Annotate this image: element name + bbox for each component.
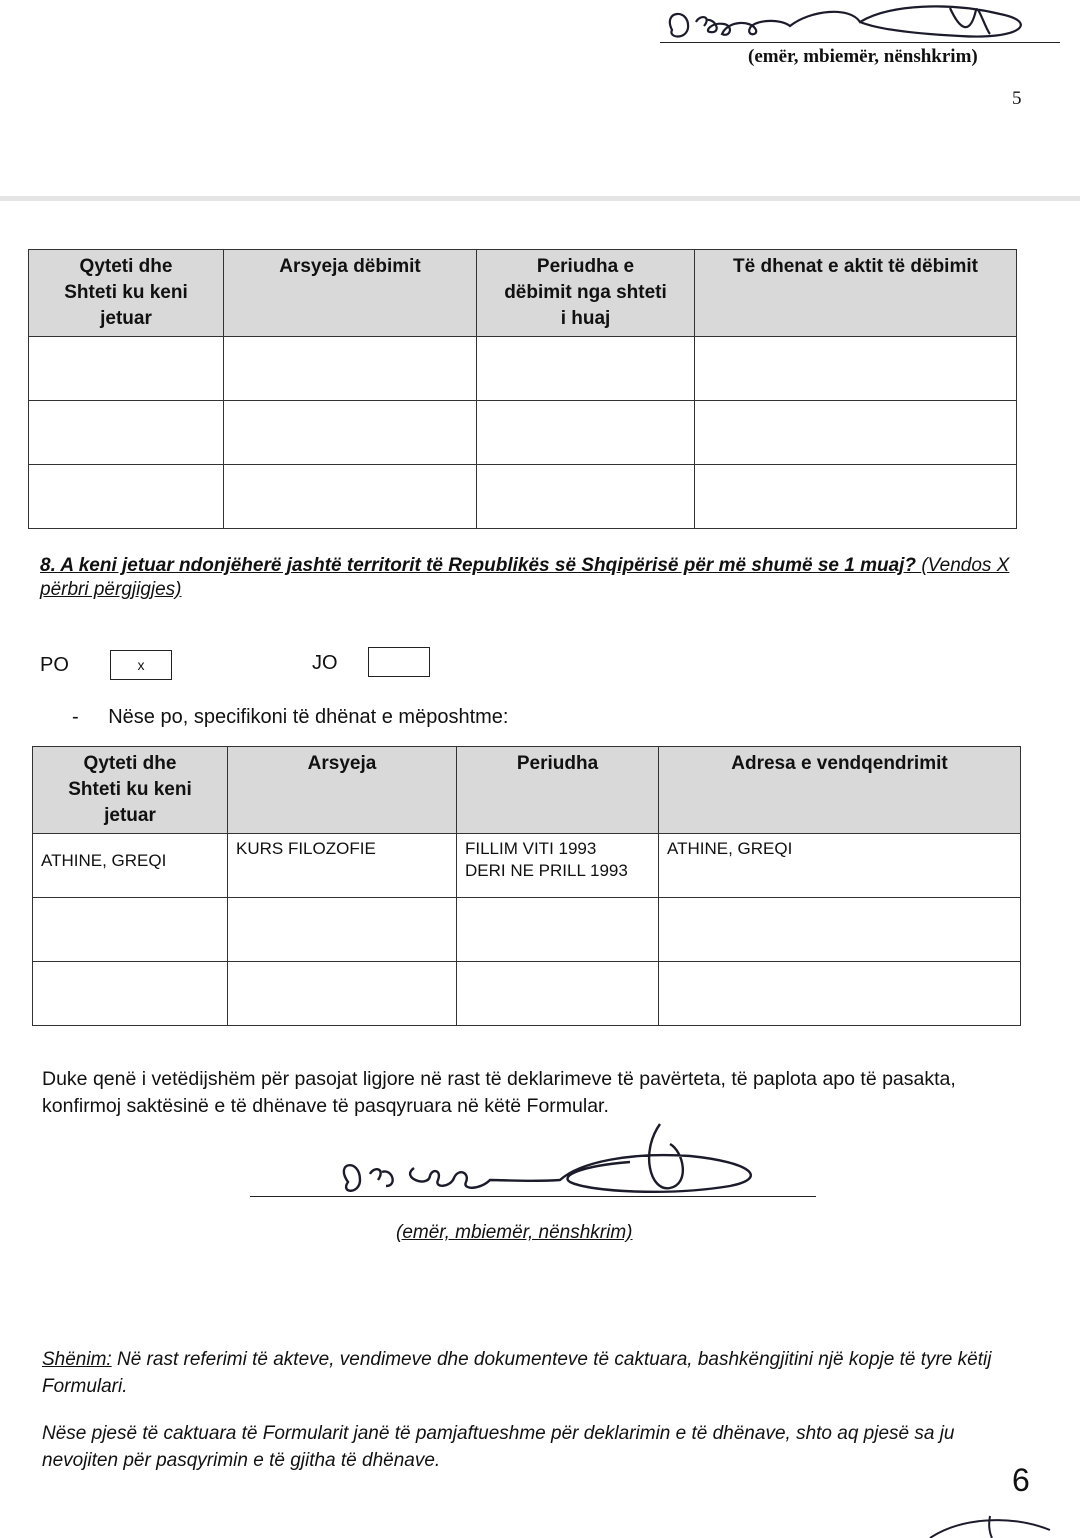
table-cell[interactable] xyxy=(29,401,224,465)
table-cell[interactable]: FILLIM VITI 1993 DERI NE PRILL 1993 xyxy=(457,834,659,898)
table-cell[interactable]: KURS FILOZOFIE xyxy=(228,834,457,898)
expulsion-table-header-row xyxy=(29,250,1017,337)
table-cell[interactable] xyxy=(33,962,228,1026)
bullet-dash: - xyxy=(72,706,79,728)
table-row xyxy=(33,898,1021,962)
answer-no-label: JO xyxy=(312,652,338,674)
table-cell[interactable] xyxy=(33,898,228,962)
table-cell[interactable] xyxy=(695,401,1017,465)
signature-scribble-bottom xyxy=(330,1122,790,1204)
table-cell[interactable] xyxy=(477,465,695,529)
expulsion-col-act-header: Të dhenat e aktit të dëbimit xyxy=(695,250,1017,337)
question-8 xyxy=(40,554,1030,602)
page-separator xyxy=(0,196,1080,201)
note-1-text: Në rast referimi të akteve, vendimeve dhe dokumenteve të caktuara, bashkëngjitini një kopje të tyre këtij Formulari. xyxy=(42,1349,992,1397)
table-row xyxy=(33,834,1021,898)
table-cell[interactable] xyxy=(695,337,1017,401)
answer-no-checkbox[interactable] xyxy=(368,647,430,677)
residence-abroad-table xyxy=(32,746,1021,1026)
table-cell[interactable] xyxy=(228,898,457,962)
signature-fragment-corner xyxy=(920,1510,1060,1538)
table-row xyxy=(33,962,1021,1026)
table-cell[interactable] xyxy=(29,337,224,401)
table-cell[interactable] xyxy=(695,465,1017,529)
table-cell[interactable]: ATHINE, GREQI xyxy=(33,834,228,898)
page-number-6: 6 xyxy=(1012,1462,1030,1498)
table-cell[interactable] xyxy=(659,962,1021,1026)
table-cell[interactable] xyxy=(457,898,659,962)
residence-col-city-header: Qyteti dhe Shteti ku keni jetuar xyxy=(33,747,228,834)
table-cell[interactable] xyxy=(659,898,1021,962)
table-cell[interactable] xyxy=(457,962,659,1026)
residence-col-address-header: Adresa e vendqendrimit xyxy=(659,747,1021,834)
note-1 xyxy=(42,1346,1032,1400)
signature-line-bottom xyxy=(250,1196,816,1197)
signature-caption-top: (emër, mbiemër, nënshkrim) xyxy=(748,46,978,67)
declaration-text: Duke qenë i vetëdijshëm për pasojat ligjore në rast të deklarimeve të pavërteta, të paplota apo të pasakta, konfirmoj saktësinë e të dhënave të pasqyruara në këtë Formular. xyxy=(42,1068,956,1117)
table-cell[interactable] xyxy=(228,962,457,1026)
residence-col-reason-header: Arsyeja xyxy=(228,747,457,834)
note-label: Shënim: xyxy=(42,1349,112,1370)
signature-line-top xyxy=(660,42,1060,43)
table-cell[interactable] xyxy=(477,401,695,465)
table-cell[interactable] xyxy=(477,337,695,401)
signature-scribble-top xyxy=(660,0,1060,48)
table-cell[interactable] xyxy=(29,465,224,529)
page-number-5: 5 xyxy=(1012,88,1022,109)
expulsion-col-reason-header: Arsyeja dëbimit xyxy=(224,250,477,337)
table-cell[interactable] xyxy=(224,337,477,401)
expulsion-col-city-header: Qyteti dhe Shteti ku keni jetuar xyxy=(29,250,224,337)
signature-caption-bottom: (emër, mbiemër, nënshkrim) xyxy=(396,1222,633,1243)
answer-yes-label: PO xyxy=(40,654,69,676)
table-cell[interactable] xyxy=(224,465,477,529)
specify-text: Nëse po, specifikoni të dhënat e mëposhtme: xyxy=(108,706,509,728)
expulsion-table xyxy=(28,249,1017,529)
expulsion-col-period-header: Periudha e dëbimit nga shteti i huaj xyxy=(477,250,695,337)
answer-yes-checkbox[interactable]: x xyxy=(110,650,172,680)
table-row xyxy=(29,401,1017,465)
residence-table-header-row xyxy=(33,747,1021,834)
table-row xyxy=(29,337,1017,401)
specify-instruction xyxy=(72,706,508,729)
table-cell[interactable]: ATHINE, GREQI xyxy=(659,834,1021,898)
residence-col-period-header: Periudha xyxy=(457,747,659,834)
table-cell[interactable] xyxy=(224,401,477,465)
table-row xyxy=(29,465,1017,529)
note-2: Nëse pjesë të caktuara të Formularit janë të pamjaftueshme për deklarimin e të dhënave, shto aq pjesë sa ju nevojiten për pasqyrimin e të gjitha të dhënave. xyxy=(42,1423,955,1471)
question-8-instruction: (Vendos X përbri përgjigjes) xyxy=(40,555,1010,600)
question-8-title: 8. A keni jetuar ndonjëherë jashtë territorit të Republikës së Shqipërisë për më shumë se 1 muaj? xyxy=(40,555,917,576)
